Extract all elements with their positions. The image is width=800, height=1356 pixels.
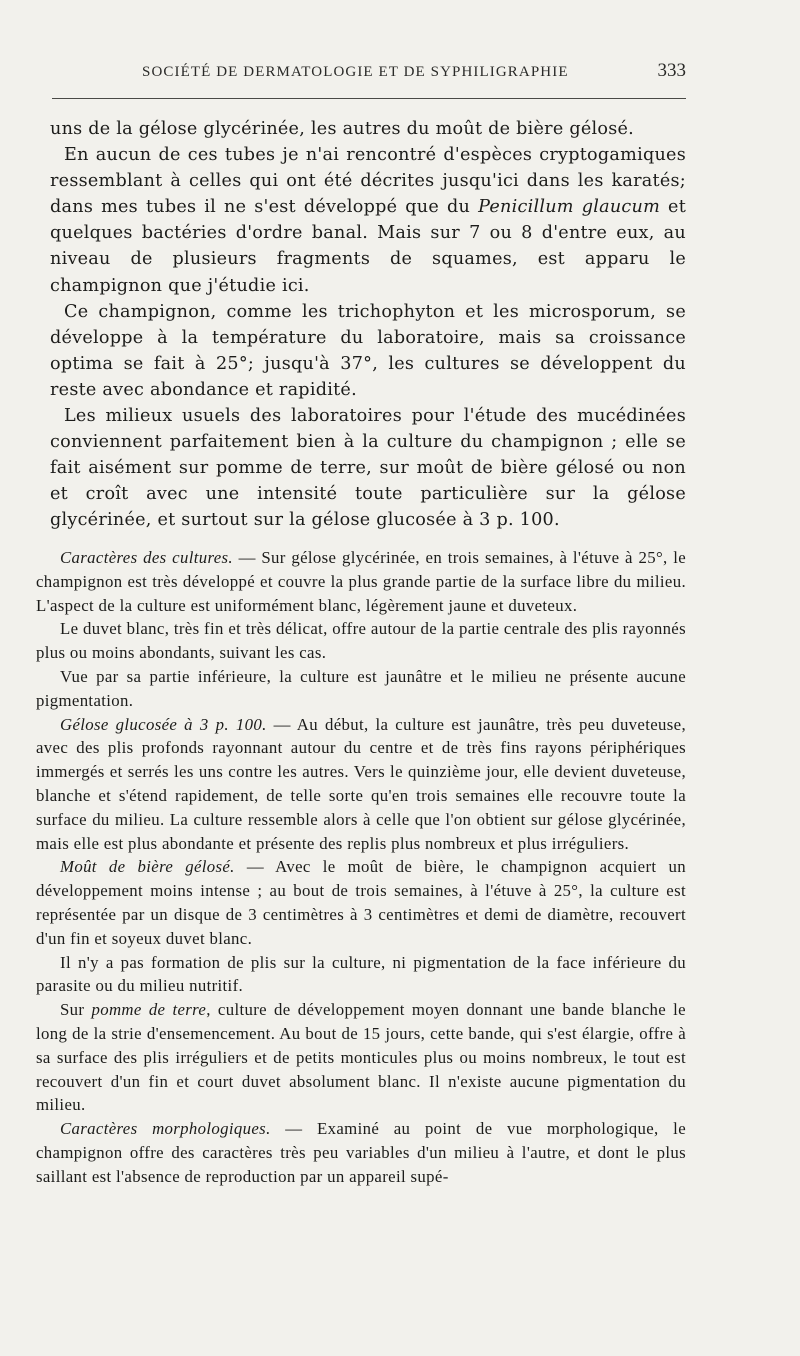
main-text xyxy=(50,116,686,534)
section-beer-wort: Moût de bière gélosé. — Avec le moût de bière, le champignon acquiert un développement moins intense ; au bout de trois semaines, à l'étuve à 25°, la culture est représentée par un disque de 3 centimètres à 3 centimètres et demi de diamètre, recouvert d'un fin et soyeux duvet blanc. xyxy=(36,857,686,948)
section-heading: pomme de terre xyxy=(91,1000,207,1020)
paragraph-1: uns de la gélose glycérinée, les autres du moût de bière gélosé. xyxy=(50,119,635,139)
section-heading: Caractères morphologiques. xyxy=(60,1119,271,1139)
header-rule xyxy=(52,98,686,99)
page-number: 333 xyxy=(657,60,686,81)
paragraph-underside: Vue par sa partie inférieure, la culture est jaunâtre et le milieu ne présente aucune pigmentation. xyxy=(36,666,686,710)
paragraph-3: Ce champignon, comme les trichophyton et les microsporum, se développe à la température du laboratoire, mais sa croissance optima se fait à 25°; jusqu'à 37°, les cultures se développent du reste avec abondance et rapidité. xyxy=(50,301,686,400)
page-header xyxy=(50,58,686,88)
culture-section xyxy=(36,546,686,1189)
section-heading: Gélose glucosée à 3 p. 100. xyxy=(60,714,267,734)
species-name: Penicillum glaucum xyxy=(478,197,661,218)
paragraph-2: En aucun de ces tubes je n'ai rencontré d'espèces cryptogamiques ressemblant à celles qui ont été décrites jusqu'ici dans les karatés; dans mes tubes il ne s'est développé que du Penicillum glaucum et quelques bactéries d'ordre banal. Mais sur 7 ou 8 d'entre eux, au niveau de plusieurs fragments de squames, est apparu le champignon que j'étudie ici. xyxy=(50,145,687,296)
section-potato: Sur pomme de terre, culture de développement moyen donnant une bande blanche le long de la strie d'ensemencement. Au bout de 15 jours, cette bande, qui s'est élargie, offre à sa surface des plis irréguliers et de petits monticules plus ou moins nombreux, le tout est recouvert d'un fin et court duvet absolument blanc. Il n'existe aucune pigmentation du milieu. xyxy=(36,1000,686,1115)
section-cultures: Caractères des cultures. — Sur gélose glycérinée, en trois semaines, à l'étuve à 25°, le champignon est très développé et couvre la plus grande partie de la surface libre du milieu. L'aspect de la culture est uniformément blanc, légèrement jaune et duveteux. xyxy=(36,548,687,615)
running-head: SOCIÉTÉ DE DERMATOLOGIE ET DE SYPHILIGRAPHIE xyxy=(142,64,569,80)
section-heading: Caractères des cultures. xyxy=(60,548,233,567)
paragraph-4: Les milieux usuels des laboratoires pour l'étude des mucédinées conviennent parfaitement bien à la culture du champignon ; elle se fait aisément sur pomme de terre, sur moût de bière gélosé ou non et croît avec une intensité toute particulière sur la gélose glycérinée, et surtout sur la gélose glucosée à 3 p. 100. xyxy=(50,406,686,531)
paragraph-no-folds: Il n'y a pas formation de plis sur la culture, ni pigmentation de la face inférieure du parasite ou du milieu nutritif. xyxy=(36,952,686,996)
section-morphology: Caractères morphologiques. — Examiné au point de vue morphologique, le champignon offre des caractères très peu variables d'un milieu à l'autre, et dont le plus saillant est l'absence de reproduction par un appareil supé- xyxy=(36,1119,686,1186)
section-heading: Moût de bière gélosé. xyxy=(60,857,235,877)
section-glucose: Gélose glucosée à 3 p. 100. — Au début, la culture est jaunâtre, très peu duveteuse, avec des plis profonds rayonnant autour du centre et de très fins rayons périphériques immergés et serrés les uns contre les autres. Vers le quinzième jour, elle devient duveteuse, blanche et s'étend rapidement, de telle sorte qu'en trois semaines elle recouvre toute la surface du milieu. La culture ressemble alors à celle que l'on obtient sur gélose glycérinée, mais elle est plus abondante et présente des replis plus nombreux et plus irréguliers. xyxy=(36,714,686,853)
paragraph-duvet: Le duvet blanc, très fin et très délicat, offre autour de la partie centrale des plis rayonnés plus ou moins abondants, suivant les cas. xyxy=(36,619,686,663)
